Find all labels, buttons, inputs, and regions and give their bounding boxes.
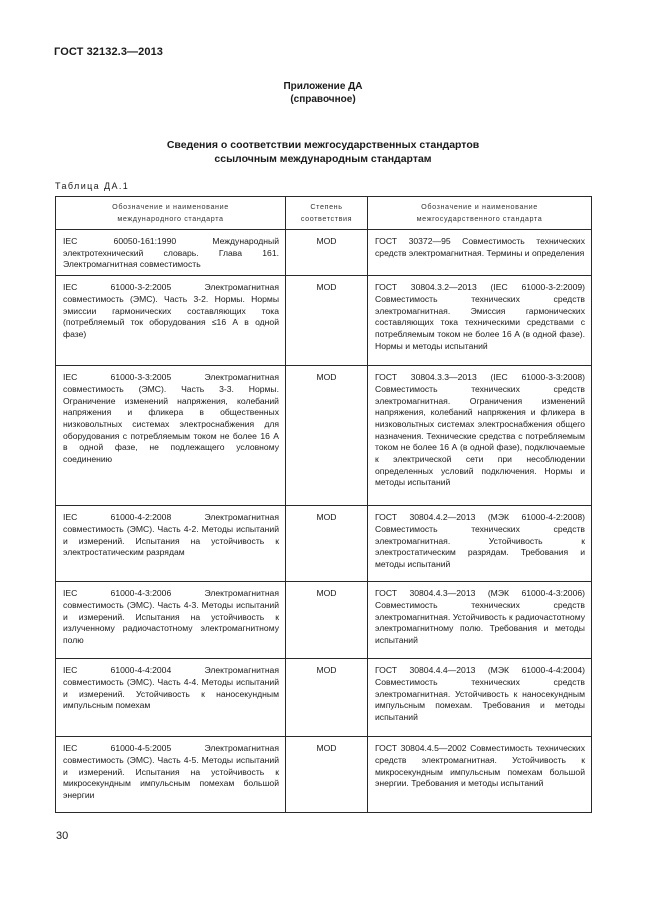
international-standard-cell: IEC 61000-4-3:2006 Электромагнитная совместимость (ЭМС). Часть 4-3. Методы испытаний и измерений. Испытания на устойчивость к излученному радиочастотному электромагнитному полю [56,582,286,659]
international-standard-cell: IEC 61000-3-3:2005 Электромагнитная совместимость (ЭМС). Часть 3-3. Нормы. Ограничение изменений напряжения, колебаний напряжения и фликера в общественных низковольтных системах электроснабжения для оборудования с потребляемым током не более 16 А в одной фазе, не подлежащего условному соединению [56,366,286,506]
table-row [56,366,592,506]
document-title-line-2: ссылочным международным стандартам [214,153,432,165]
interstate-standard-cell: ГОСТ 30804.4.4—2013 (МЭК 61000-4-4:2004) Совместимость технических средств электромагнитная. Устойчивость к наносекундным импульсным помехам. Требования и методы испытаний [368,659,592,737]
degree-cell: MOD [286,582,368,659]
international-standard-cell: IEC 61000-4-4:2004 Электромагнитная совместимость (ЭМС). Часть 4-4. Методы испытаний и измерений. Устойчивость к наносекундным импульсным помехам [56,659,286,737]
table-caption: Таблица ДА.1 [55,181,130,191]
document-title [0,138,646,166]
degree-cell: MOD [286,506,368,582]
table-row [56,230,592,276]
table-row [56,737,592,813]
standard-code: ГОСТ 32132.3—2013 [54,46,164,58]
header-international-line-1: Обозначение и наименование [112,202,229,211]
table-row [56,582,592,659]
header-interstate-line-2: межгосударственного стандарта [416,214,543,223]
header-international-line-2: международного стандарта [117,214,224,223]
degree-cell: MOD [286,366,368,506]
correspondence-table [55,196,592,813]
document-title-line-1: Сведения о соответствии межгосударственных стандартов [166,139,480,151]
international-standard-cell: IEC 61000-4-2:2008 Электромагнитная совместимость (ЭМС). Часть 4-2. Методы испытаний и измерений. Испытания на устойчивость к электростатическим разрядам [56,506,286,582]
international-standard-cell: IEC 61000-4-5:2005 Электромагнитная совместимость (ЭМС). Часть 4-5. Методы испытаний и измерений. Испытания на устойчивость к микросекундным импульсным помехам большой энергии [56,737,286,813]
interstate-standard-cell: ГОСТ 30804.3.2—2013 (IEC 61000-3-2:2009) Совместимость технических средств электромагнитная. Эмиссия гармонических составляющих тока техническими средствами с потребляемым током не более 16 А (в одной фазе). Нормы и методы испытаний [368,276,592,366]
annex-heading [0,80,646,106]
page-number: 30 [56,830,69,842]
degree-cell: MOD [286,230,368,276]
table-header-row [56,197,592,230]
interstate-standard-cell: ГОСТ 30804.4.3—2013 (МЭК 61000-4-3:2006) Совместимость технических средств электромагнитная. Устойчивость к радиочастотному электромагнитному полю. Требования и методы испытаний [368,582,592,659]
degree-cell: MOD [286,737,368,813]
annex-subtitle: (справочное) [290,94,356,105]
header-degree-line-1: Степень [310,202,343,211]
interstate-standard-cell: ГОСТ 30804.4.5—2002 Совместимость технических средств электромагнитная. Устойчивость к микросекундным импульсным помехам большой энергии. Требования и методы испытаний [368,737,592,813]
table-row [56,659,592,737]
header-international-standard [56,197,286,230]
table-row [56,506,592,582]
degree-cell: MOD [286,659,368,737]
degree-cell: MOD [286,276,368,366]
international-standard-cell: IEC 60050-161:1990 Международный электротехнический словарь. Глава 161. Электромагнитная совместимость [56,230,286,276]
annex-title: Приложение ДА [283,81,363,92]
interstate-standard-cell: ГОСТ 30804.4.2—2013 (МЭК 61000-4-2:2008) Совместимость технических средств электромагнитная. Устойчивость к электростатическим разрядам. Требования и методы испытаний [368,506,592,582]
header-interstate-standard [368,197,592,230]
interstate-standard-cell: ГОСТ 30372—95 Совместимость технических средств электромагнитная. Термины и определения [368,230,592,276]
international-standard-cell: IEC 61000-3-2:2005 Электромагнитная совместимость (ЭМС). Часть 3-2. Нормы. Нормы эмиссии гармонических составляющих тока (потребляемый ток оборудования ≤16 А в одной фазе) [56,276,286,366]
table-row [56,276,592,366]
header-degree-line-2: соответствия [300,214,353,223]
interstate-standard-cell: ГОСТ 30804.3.3—2013 (IEC 61000-3-3:2008) Совместимость технических средств электромагнитная. Ограничения изменений напряжения, колебаний напряжения и фликера в низковольтных системах электроснабжения общего назначения. Технические средства с потребляемым током не более 16 А (в одной фазе), подключаемые к электрической сети при несоблюдении определенных условий подключения. Нормы и методы испытаний [368,366,592,506]
header-interstate-line-1: Обозначение и наименование [421,202,538,211]
header-degree-of-correspondence [286,197,368,230]
